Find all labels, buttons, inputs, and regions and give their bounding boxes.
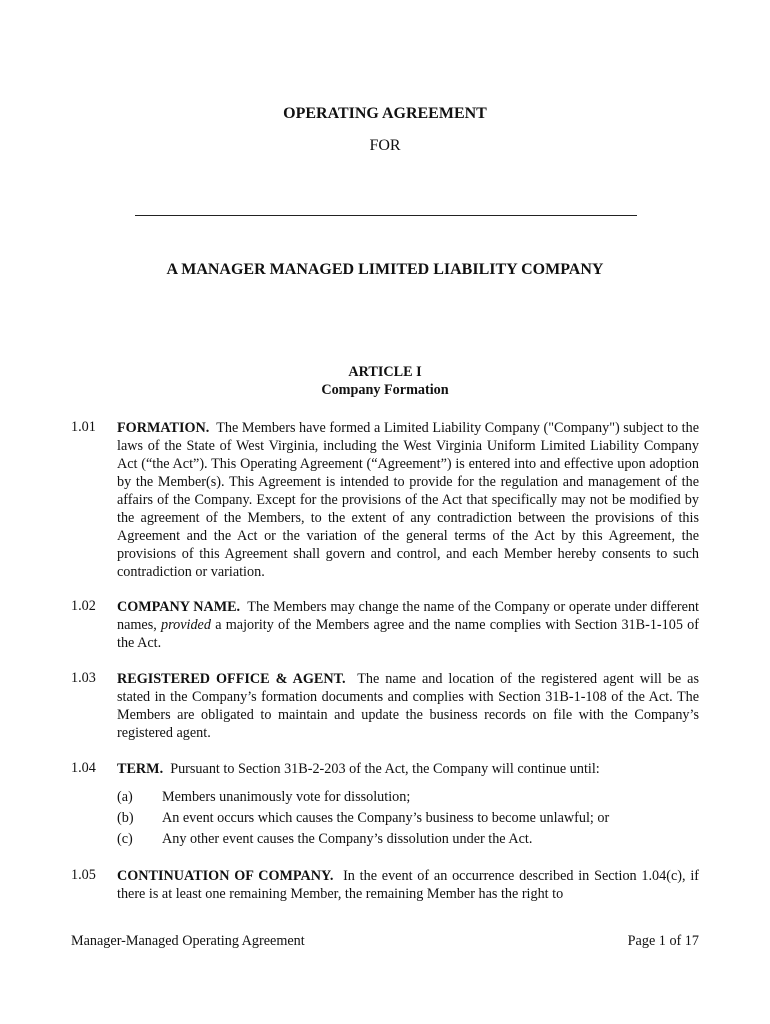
section-1-04 (71, 760, 699, 778)
section-number: 1.04 (71, 760, 96, 776)
section-heading: TERM. (117, 761, 164, 777)
section-text: The Members may change the name of the Company or operate under different names, (117, 599, 699, 633)
article-number: ARTICLE I (348, 364, 422, 380)
list-item-label: (c) (117, 831, 133, 847)
section-number: 1.01 (71, 419, 96, 435)
section-1-05 (71, 867, 699, 903)
list-item-label: (a) (117, 789, 133, 805)
section-text: The name and location of the registered agent will be as stated in the Company’s formation documents and complies with Section 31B-1-108 of the Act. The Members are obligated to maintain and update the business records on file with the Company’s registered agent. (117, 671, 699, 741)
term-conditions-list (117, 788, 697, 851)
article-name: Company Formation (321, 382, 449, 398)
section-body (117, 867, 699, 903)
section-heading: COMPANY NAME. (117, 599, 241, 615)
section-text: In the event of an occurrence described in Section 1.04(c), if there is at least one remaining Member, the remaining Member has the right to (117, 868, 699, 902)
list-item (117, 809, 697, 830)
list-item (117, 788, 697, 809)
section-text: The Members have formed a Limited Liability Company ("Company") subject to the laws of the State of West Virginia, including the West Virginia Uniform Limited Liability Company Act (“the Act”). This Operating Agreement (“Agreement”) is entered into and effective upon adoption by the Member(s). This Agreement is intended to provide for the regulation and management of the affairs of the Company. Except for the provisions of the Act that specifically may not be modified by the agreement of the Members, to the extent of any contradiction between the provisions of this Agreement and the Act or the variation of the general terms of the Act by this Agreement, the provisions of this Agreement shall govern and control, and each Member hereby consents to such contradiction or variation. (117, 420, 699, 580)
section-1-02 (71, 598, 699, 652)
footer-document-name: Manager-Managed Operating Agreement (71, 933, 305, 949)
section-heading: REGISTERED OFFICE & AGENT. (117, 671, 346, 687)
company-name-blank-line (135, 215, 637, 216)
section-1-03 (71, 670, 699, 742)
section-1-01 (71, 419, 699, 581)
list-item (117, 830, 697, 851)
section-heading: CONTINUATION OF COMPANY. (117, 868, 334, 884)
document-for: FOR (369, 137, 401, 154)
section-text-italic: provided (161, 617, 211, 633)
section-body (117, 598, 699, 652)
section-text: Pursuant to Section 31B-2-203 of the Act, the Company will continue until: (170, 761, 600, 777)
section-body (117, 419, 699, 581)
company-type-heading: A MANAGER MANAGED LIMITED LIABILITY COMPANY (166, 261, 604, 278)
section-text-continued: a majority of the Members agree and the name complies with Section 31B-1-105 of the Act. (117, 617, 700, 651)
document-title: OPERATING AGREEMENT (283, 105, 487, 122)
section-number: 1.02 (71, 598, 96, 614)
section-body (117, 670, 699, 742)
list-item-text: Any other event causes the Company’s dissolution under the Act. (162, 831, 533, 847)
section-body (117, 760, 699, 778)
list-item-text: An event occurs which causes the Company’s business to become unlawful; or (162, 810, 610, 826)
section-heading: FORMATION. (117, 420, 210, 436)
section-number: 1.05 (71, 867, 96, 883)
list-item-label: (b) (117, 810, 134, 826)
section-number: 1.03 (71, 670, 96, 686)
footer-page-number: Page 1 of 17 (627, 933, 699, 949)
list-item-text: Members unanimously vote for dissolution; (162, 789, 411, 805)
